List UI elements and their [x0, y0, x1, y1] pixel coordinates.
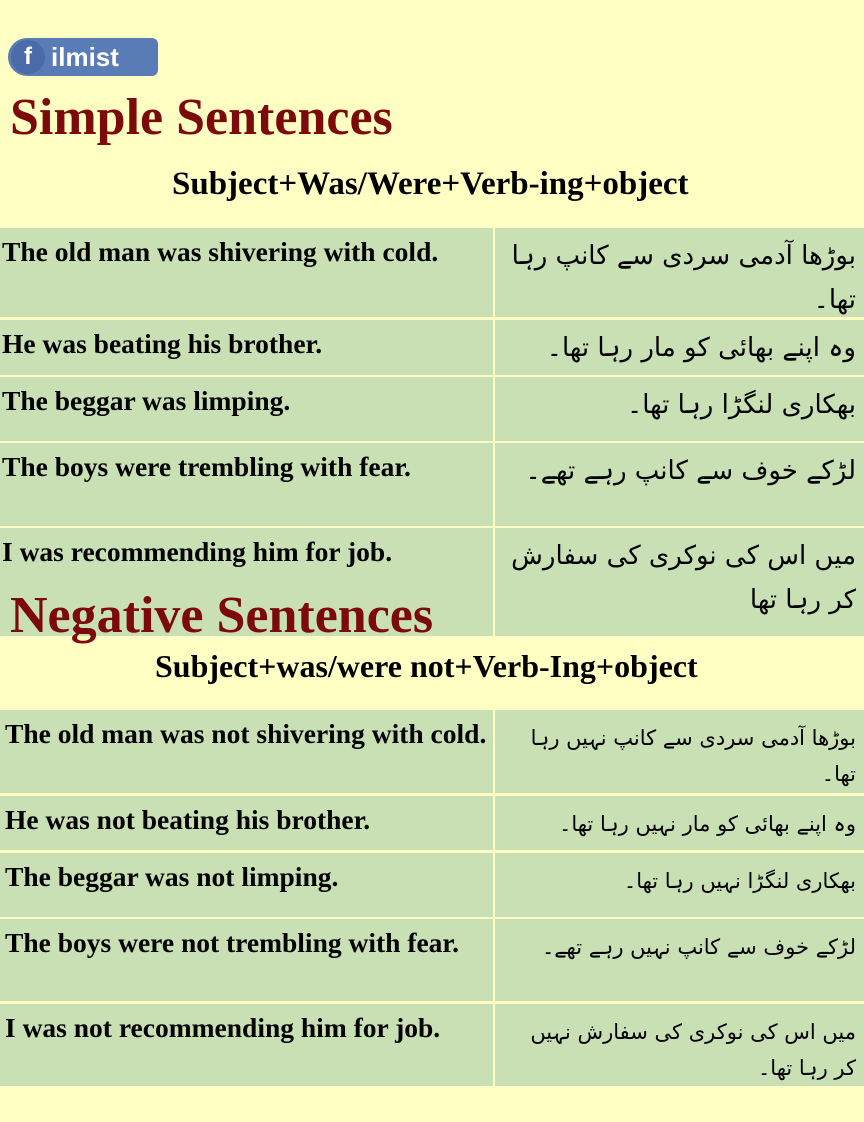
brand-name: ilmist: [51, 41, 119, 72]
simple-sentences-title: Simple Sentences: [10, 89, 393, 146]
urdu-cell: بھکاری لنگڑا نہیں رہا تھا۔: [495, 853, 864, 917]
facebook-icon: f: [11, 40, 45, 74]
table-row: [0, 228, 864, 317]
urdu-cell: وہ اپنے بھائی کو مار رہا تھا۔: [495, 320, 864, 375]
urdu-cell: میں اس کی نوکری کی سفارش کر رہا تھا: [495, 528, 864, 636]
simple-formula: Subject+Was/Were+Verb-ing+object: [172, 166, 689, 202]
english-cell: I was recommending him for job.: [0, 528, 493, 636]
english-cell: The beggar was limping.: [0, 377, 493, 441]
urdu-cell: لڑکے خوف سے کانپ نہیں رہے تھے۔: [495, 919, 864, 1001]
urdu-cell: بوڑھا آدمی سردی سے کانپ رہا تھا۔: [495, 228, 864, 317]
urdu-cell: وہ اپنے بھائی کو مار نہیں رہا تھا۔: [495, 796, 864, 850]
brand-badge[interactable]: [8, 38, 158, 76]
english-cell: I was not recommending him for job.: [0, 1004, 493, 1086]
negative-formula: Subject+was/were not+Verb-Ing+object: [155, 648, 698, 684]
table-row: [0, 443, 864, 526]
negative-sentences-title: Negative Sentences: [10, 587, 434, 644]
english-cell: The boys were trembling with fear.: [0, 443, 493, 526]
english-cell: The old man was not shivering with cold.: [0, 710, 493, 793]
table-row: [0, 853, 864, 917]
english-cell: He was beating his brother.: [0, 320, 493, 375]
english-cell: He was not beating his brother.: [0, 796, 493, 850]
urdu-cell: بوڑھا آدمی سردی سے کانپ نہیں رہا تھا۔: [495, 710, 864, 793]
table-row: [0, 796, 864, 850]
table-row: [0, 710, 864, 793]
table-row: [0, 919, 864, 1001]
urdu-cell: لڑکے خوف سے کانپ رہے تھے۔: [495, 443, 864, 526]
table-row: [0, 377, 864, 441]
table-row: [0, 1004, 864, 1086]
english-cell: The boys were not trembling with fear.: [0, 919, 493, 1001]
english-cell: The old man was shivering with cold.: [0, 228, 493, 317]
urdu-cell: میں اس کی نوکری کی سفارش نہیں کر رہا تھا۔: [495, 1004, 864, 1086]
english-cell: The beggar was not limping.: [0, 853, 493, 917]
urdu-cell: بھکاری لنگڑا رہا تھا۔: [495, 377, 864, 441]
table-row: [0, 320, 864, 375]
